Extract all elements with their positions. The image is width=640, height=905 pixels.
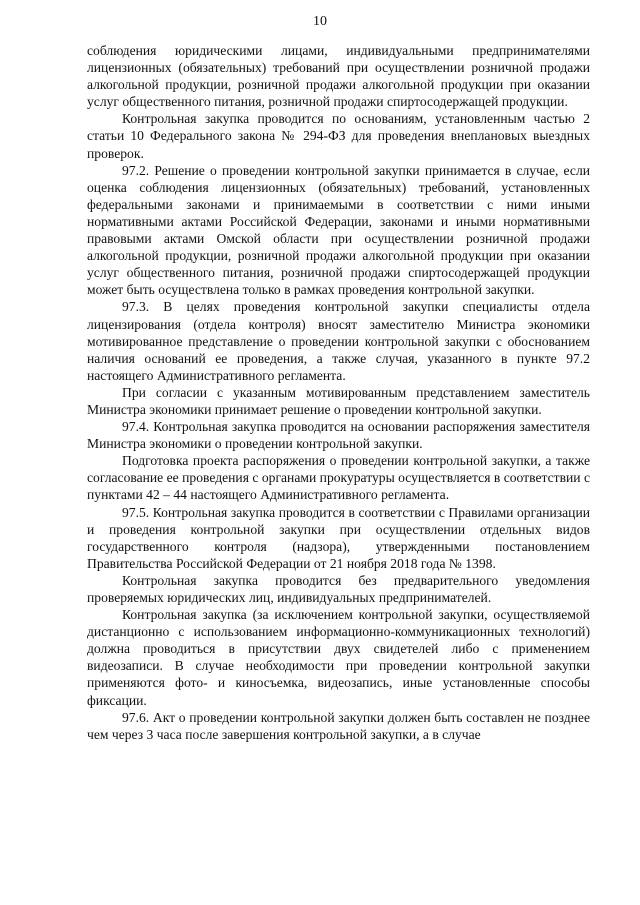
paragraph-preparation: Подготовка проекта распоряжения о проведении контрольной закупки, а также согласование ее проведения с органами прокуратуры осуществляется в соответствии с пунктами 42 – 44 настоящего Административного регламента. bbox=[87, 453, 590, 503]
paragraph-97-3: 97.3. В целях проведения контрольной закупки специалисты отдела лицензирования (отдела контроля) вносят заместителю Министра экономики мотивированное представление о проведении контрольной закупки с обоснованием наличия оснований ее проведения, а также случая, указанного в пункте 97.2 настоящего Административного регламента. bbox=[87, 299, 590, 383]
paragraph-grounds: Контрольная закупка проводится по основаниям, установленным частью 2 статьи 10 Федерального закона № 294-ФЗ для проведения внеплановых выездных проверок. bbox=[87, 111, 590, 161]
page-number: 10 bbox=[313, 14, 327, 29]
paragraph-no-notice: Контрольная закупка проводится без предварительного уведомления проверяемых юридических лиц, индивидуальных предпринимателей. bbox=[87, 572, 590, 605]
document-body bbox=[87, 42, 590, 743]
paragraph-continuation: соблюдения юридическими лицами, индивидуальными предпринимателями лицензионных (обязательных) требований при осуществлении розничной продажи алкогольной продукции, розничной продажи алкогольной продукции при оказании услуг общественного питания, розничной продажи спиртосодержащей продукции. bbox=[87, 43, 590, 110]
paragraph-97-5: 97.5. Контрольная закупка проводится в соответствии с Правилами организации и проведения контрольной закупки при осуществлении отдельных видов государственного контроля (надзора), утвержденными постановлением Правительства Российской Федерации от 21 ноября 2018 года № 1398. bbox=[87, 504, 590, 571]
paragraph-97-6: 97.6. Акт о проведении контрольной закупки должен быть составлен не позднее чем через 3 часа после завершения контрольной закупки, а в случае bbox=[87, 709, 590, 742]
paragraph-97-2: 97.2. Решение о проведении контрольной закупки принимается в случае, если оценка соблюдения лицензионных (обязательных) требований, установленных федеральными законами и принимаемыми в соответствии с ними иными нормативными актами Российской Федерации, законами и иными нормативными правовыми актами Омской области при осуществлении розничной продажи алкогольной продукции, розничной продажи алкогольной продукции при оказании услуг общественного питания, розничной продажи спиртосодержащей продукции может быть осуществлена только в рамках проведения контрольной закупки. bbox=[87, 162, 590, 298]
paragraph-97-4: 97.4. Контрольная закупка проводится на основании распоряжения заместителя Министра экономики о проведении контрольной закупки. bbox=[87, 419, 590, 452]
paragraph-witnesses: Контрольная закупка (за исключением контрольной закупки, осуществляемой дистанционно с использованием информационно-коммуникационных технологий) должна проводиться в присутствии двух свидетелей либо с применением видеозаписи. В случае необходимости при проведении контрольной закупки применяются фото- и киносъемка, видеозапись, иные установленные способы фиксации. bbox=[87, 607, 590, 708]
paragraph-agreement: При согласии с указанным мотивированным представлением заместитель Министра экономики принимает решение о проведении контрольной закупки. bbox=[87, 384, 590, 417]
